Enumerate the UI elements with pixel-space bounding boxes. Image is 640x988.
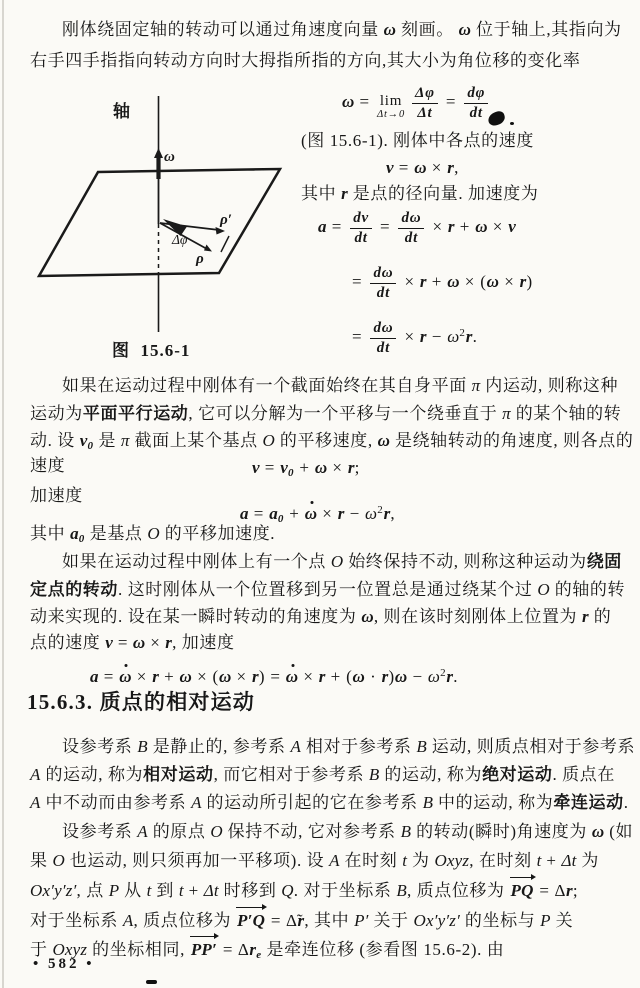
paragraph-line: 定点的转动. 这时刚体从一个位置移到另一位置总是通过绕某个过 O 的轴的转 (30, 580, 626, 599)
paragraph-line: 点的速度 v = ω × r, 加速度 (30, 633, 235, 652)
section-heading: 15.6.3. 质点的相对运动 (27, 690, 255, 714)
ink-speck (510, 122, 514, 125)
paragraph-line: 其中 r 是点的径向量. 加速度为 (301, 184, 539, 203)
displacement-arc (221, 236, 229, 252)
paragraph-line: A 中不动而由参考系 A 的运动所引起的它在参考系 B 中的运动, 称为牵连运动. (30, 793, 629, 812)
paragraph-line: 其中 $a_0$ 是基点 O 的平移加速度. (30, 524, 276, 545)
acceleration-label: 加速度 (30, 486, 83, 505)
figure-15-6-1 (10, 90, 300, 340)
paragraph-line: 刚体绕固定轴的转动可以通过角速度向量 ω 刻画。 ω 位于轴上,其指向为 (62, 20, 622, 39)
plane-outline (39, 169, 280, 276)
paragraph-line: 对于坐标系 A, 质点位移为 P′Q = Δ̃r, 其中 P′ 关于 Ox′y′z′ 的坐标与 P 关 (30, 911, 574, 930)
paragraph-line: A 的运动, 称为相对运动, 而它相对于参考系 B 的运动, 称为绝对运动. 质点在 (30, 765, 615, 784)
equation-acceleration-1: a = $\frac{dv}{dt}$ = $\frac{d\omega}{dt}$ × r + ω × v (318, 210, 516, 246)
figure-reference-line: (图 15.6-1). 刚体中各点的速度 (301, 131, 534, 150)
equation-velocity: v = ω × r, (386, 158, 460, 177)
delta-phi-label: Δφ (172, 232, 188, 247)
omega-arrowhead-icon (154, 148, 163, 158)
equation-fixed-point: $a = \omega \times r + \omega \times (\omega \times r) = \omega \times r + (\omega \cdot r)\omega - \omega^2r$. (90, 667, 459, 686)
rho-label: ρ (196, 251, 204, 267)
paragraph-line: 右手四手指指向转动方向时大拇指所指的方向,其大小为角位移的变化率 (30, 51, 581, 70)
paragraph-line: 动来实现的. 设在某一瞬时转动的角速度为 ω, 则在该时刻刚体上位置为 r 的 (30, 607, 612, 626)
paragraph-line: 如果在运动过程中刚体上有一个点 O 始终保持不动, 则称这种运动为绕固 (62, 552, 622, 571)
paragraph-line: 设参考系 A 的原点 O 保持不动, 它对参考系 B 的转动(瞬时)角速度为 ω (如 (62, 822, 634, 841)
paragraph-line: 于 Oxyz 的坐标相同, $PP' = \Delta r_e$ 是牵连位移 (参看图 15.6-2). 由 (30, 940, 505, 961)
equation-acceleration-3: = $\frac{d\omega}{dt}$ × $r - \omega^2r$. (352, 320, 478, 356)
rho-prime-label: ρ′ (220, 212, 232, 228)
scan-speck (146, 980, 157, 984)
page-number: • 582 • (33, 956, 95, 972)
scan-edge-artifact (2, 0, 4, 988)
paragraph-line: 运动为平面平行运动, 它可以分解为一个平移与一个绕垂直于 π 的某个轴的转 (30, 404, 622, 423)
speed-label: 速度 (30, 456, 66, 475)
equation-velocity-plane: $v = v_0 + \omega \times r$; (252, 458, 361, 479)
figure-caption: 图 15.6-1 (112, 341, 191, 360)
axis-label: 轴 (113, 102, 130, 121)
rho-arrowhead-icon (204, 245, 212, 252)
equation-acceleration-2: = $\frac{d\omega}{dt}$ × r + ω × (ω × r) (352, 265, 533, 301)
equation-acceleration-plane: $a = a_0 + \omega \times r - \omega^2r$, (240, 504, 396, 525)
paragraph-line: Ox′y′z′, 点 P 从 t 到 t + Δt 时移到 Q. 对于坐标系 B, 质点位移为 PQ = Δr; (30, 881, 579, 900)
omega-label: ω (164, 149, 175, 165)
equation-omega-definition: ω = lim Δt→0 $\frac{\Delta\varphi}{\Delta t}$ = $\frac{d\varphi}{dt}$ (342, 86, 491, 121)
paragraph-line: 设参考系 B 是静止的, 参考系 A 相对于参考系 B 运动, 则质点相对于参考系 (62, 737, 636, 756)
rho-prime-arrowhead-icon (216, 227, 226, 235)
paragraph-line: 动. 设 $v_0$ 是 π 截面上某个基点 O 的平移速度, ω 是绕轴转动的角速度, 则各点的 (30, 431, 634, 452)
paragraph-line: 如果在运动过程中刚体有一个截面始终在其自身平面 π 内运动, 则称这种 (62, 376, 619, 395)
paragraph-line: 果 O 也运动, 则只须再加一平移项). 设 A 在时刻 t 为 Oxyz, 在时刻 t + Δt 为 (30, 851, 599, 870)
